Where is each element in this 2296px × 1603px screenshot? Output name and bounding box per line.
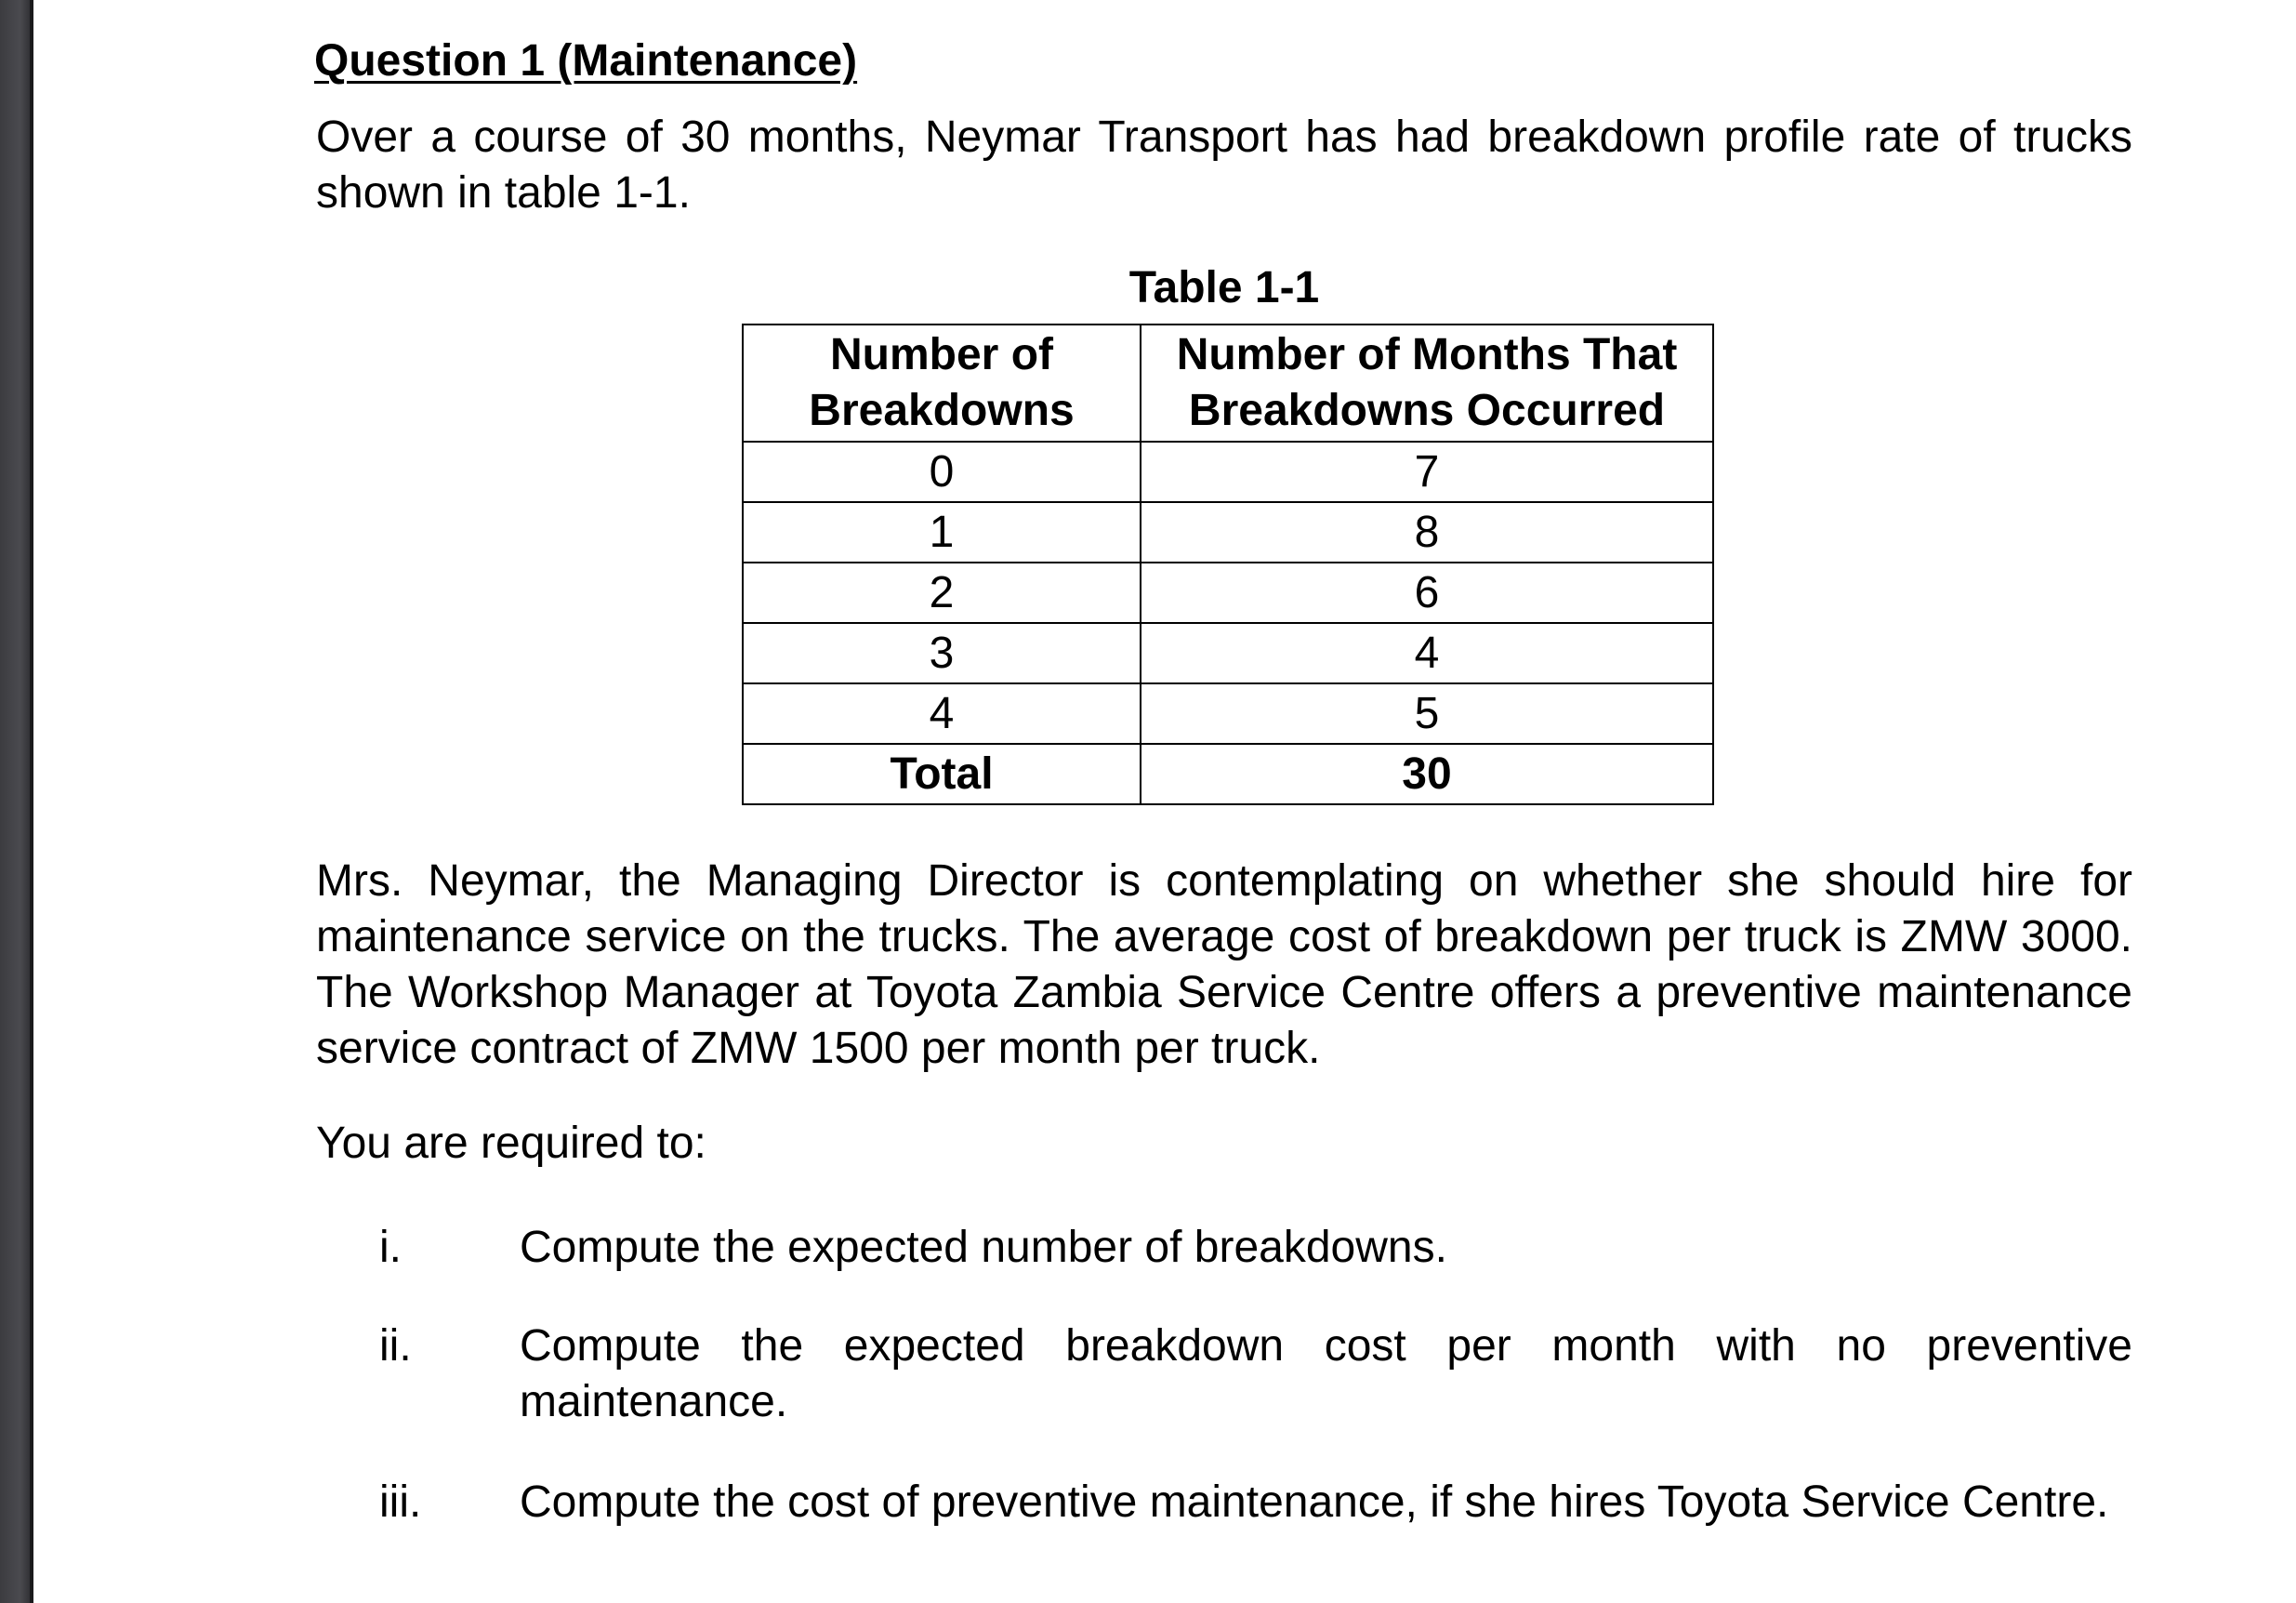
required-intro: You are required to: [316, 1119, 706, 1168]
cell-months: 8 [1141, 502, 1713, 563]
cell-months: 6 [1141, 563, 1713, 623]
total-value: 30 [1141, 744, 1713, 804]
header-months: Number of Months That Breakdowns Occurred [1141, 325, 1713, 442]
cell-breakdowns: 4 [743, 683, 1141, 744]
question-heading: Question 1 (Maintenance) [314, 36, 858, 86]
table-row [743, 563, 1713, 623]
cell-breakdowns: 0 [743, 442, 1141, 502]
table-header-row [743, 325, 1713, 442]
cell-breakdowns: 1 [743, 502, 1141, 563]
total-label: Total [743, 744, 1141, 804]
intro-paragraph: Over a course of 30 months, Neymar Transport has had breakdown profile rate of trucks shown in table 1-1. [316, 113, 2132, 218]
cell-months: 5 [1141, 683, 1713, 744]
task-number: i. [379, 1223, 402, 1272]
task-text: Compute the cost of preventive maintenance, if she hires Toyota Service Centre. [520, 1477, 2109, 1527]
task-text: Compute the expected number of breakdowns. [520, 1223, 1447, 1272]
table-caption: Table 1-1 [1128, 263, 1320, 312]
header-breakdowns: Number of Breakdowns [743, 325, 1141, 442]
cell-months: 4 [1141, 623, 1713, 683]
table-row [743, 683, 1713, 744]
cell-breakdowns: 2 [743, 563, 1141, 623]
table-total-row [743, 744, 1713, 804]
scenario-paragraph: Mrs. Neymar, the Managing Director is contemplating on whether she should hire for maintenance service on the trucks. The average cost of breakdown per truck is ZMW 3000. The Workshop Manager at Toyota Zambia Service Centre offers a preventive maintenance service contract of ZMW 1500 per month per truck. [316, 856, 2132, 1073]
table-row [743, 442, 1713, 502]
table-row [743, 502, 1713, 563]
task-number: iii. [379, 1477, 422, 1527]
table-row [743, 623, 1713, 683]
breakdown-table [742, 324, 1714, 805]
task-number: ii. [379, 1321, 412, 1371]
cell-months: 7 [1141, 442, 1713, 502]
task-text: Compute the expected breakdown cost per month with no preventive maintenance. [520, 1321, 2132, 1426]
cell-breakdowns: 3 [743, 623, 1141, 683]
